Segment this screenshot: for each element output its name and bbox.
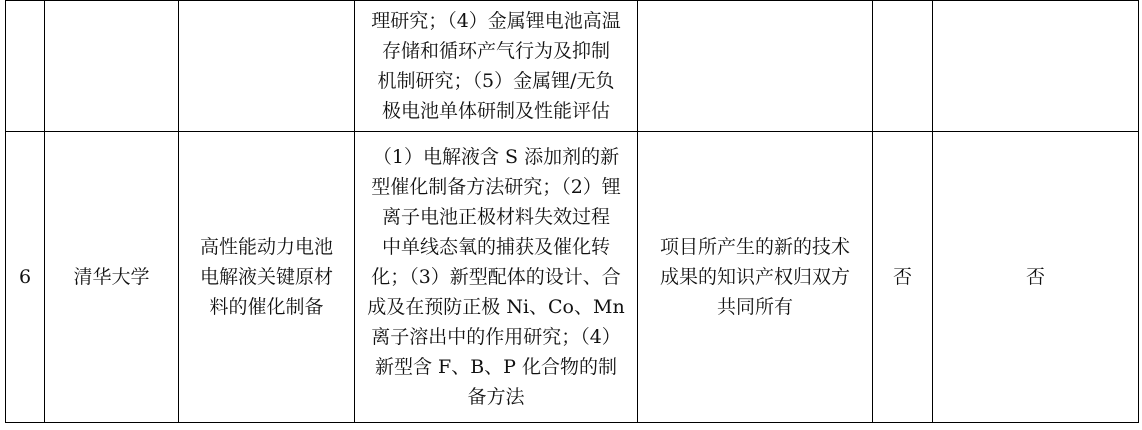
institution-cell <box>45 1 179 132</box>
flag-cell: 否 <box>933 132 1139 423</box>
cooperation-table <box>5 0 1139 423</box>
content-line: 离子溶出中的作用研究；（4） <box>371 326 621 348</box>
content-line: 化；（3）新型配体的设计、合 <box>371 266 621 288</box>
flag-cell <box>873 1 933 132</box>
ip-ownership-cell <box>638 132 873 423</box>
table-row <box>6 1 1139 132</box>
ip-line: 共同所有 <box>716 296 793 318</box>
ip-line: 成果的知识产权归双方 <box>659 266 850 288</box>
content-line: 存储和循环产气行为及抑制 <box>381 40 610 62</box>
project-line: 电解液关键原材 <box>199 266 333 288</box>
flag-cell <box>933 1 1139 132</box>
project-line: 料的催化制备 <box>209 296 324 318</box>
content-line: 理研究；（4）金属锂电池高温 <box>371 10 621 32</box>
content-line: 成及在预防正极 Ni、Co、Mn <box>367 296 625 318</box>
row-number-cell: 6 <box>6 132 45 423</box>
content-line: 备方法 <box>467 386 525 408</box>
content-line: （1）电解液含 S 添加剂的新 <box>372 146 620 168</box>
institution-cell: 清华大学 <box>45 132 179 423</box>
research-content-cell <box>355 132 638 423</box>
row-number-cell <box>6 1 45 132</box>
content-line: 机制研究；（5）金属锂/无负 <box>377 70 615 92</box>
content-line: 中单线态氧的捕获及催化转 <box>381 236 610 258</box>
project-cell <box>179 132 355 423</box>
project-line: 高性能动力电池 <box>199 236 333 258</box>
project-cell <box>179 1 355 132</box>
table-row <box>6 132 1139 423</box>
ip-line: 项目所产生的新的技术 <box>659 236 850 258</box>
content-line: 新型含 F、B、P 化合物的制 <box>374 356 617 378</box>
research-content-cell <box>355 1 638 132</box>
flag-cell: 否 <box>873 132 933 423</box>
content-line: 极电池单体研制及性能评估 <box>381 100 610 122</box>
content-line: 型催化制备方法研究；（2）锂 <box>371 176 621 198</box>
ip-ownership-cell <box>638 1 873 132</box>
content-line: 离子电池正极材料失效过程 <box>381 206 610 228</box>
